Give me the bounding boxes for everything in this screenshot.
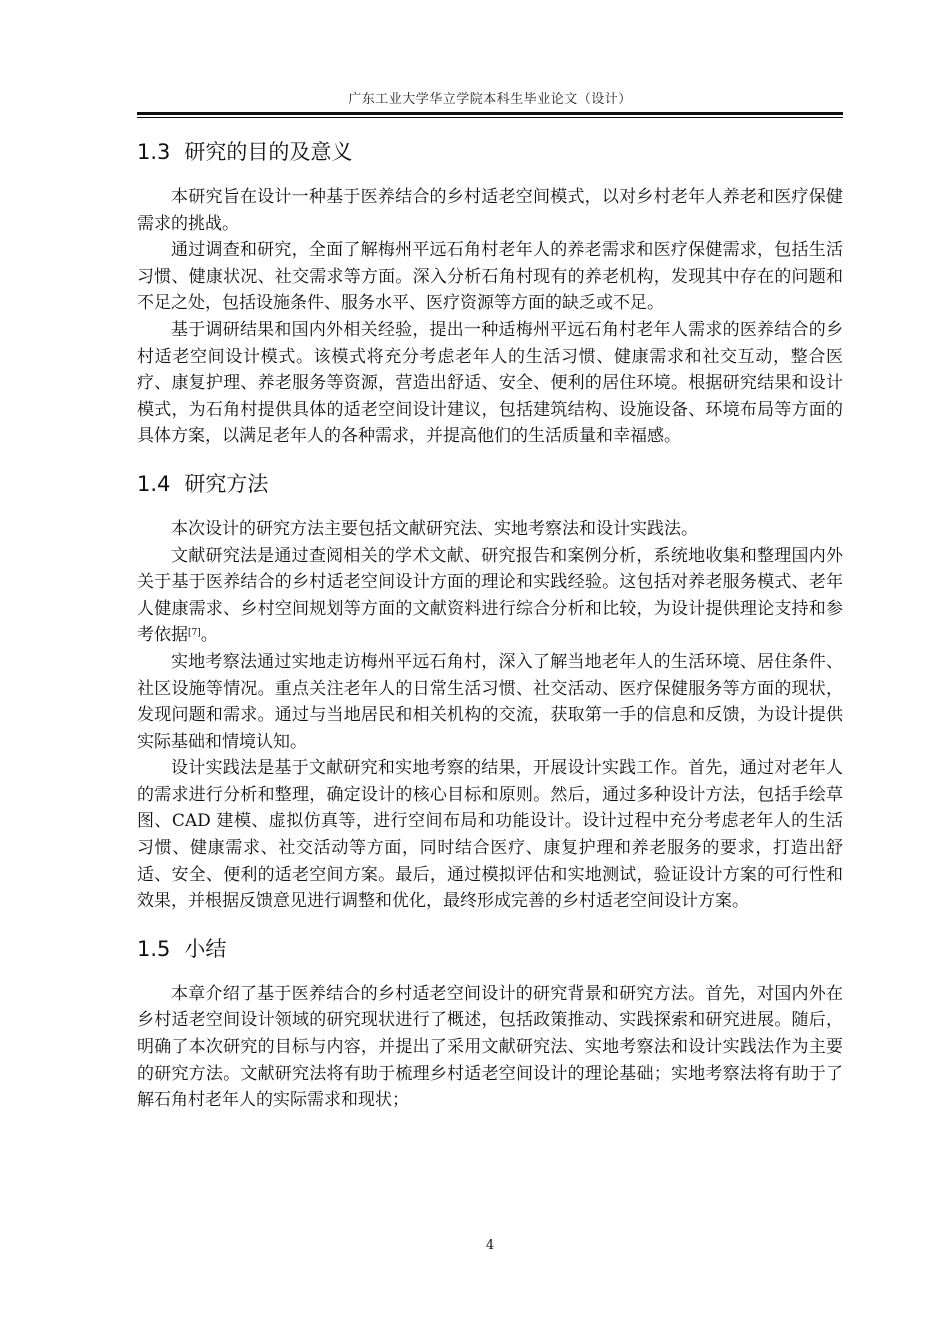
section-heading-1-3 [137, 136, 843, 168]
paragraph-with-citation [137, 543, 843, 649]
header-rule-thick [137, 112, 843, 115]
paragraph-text: 文献研究法是通过查阅相关的学术文献、研究报告和案例分析，系统地收集和整理国内外关于基于医养结合的乡村适老空间设计方面的理论和实践经验。这包括对养老服务模式、老年人健康需求、乡村空间规划等方面的文献资料进行综合分析和比较，为设计提供理论支持和参考依据 [137, 545, 843, 646]
section-number: 1.3 [137, 140, 171, 164]
paragraph: 本研究旨在设计一种基于医养结合的乡村适老空间模式，以对乡村老年人养老和医疗保健需求的挑战。 [137, 187, 843, 234]
section-number: 1.4 [137, 471, 171, 496]
section-title: 研究方法 [184, 471, 269, 496]
paragraph: 本章介绍了基于医养结合的乡村适老空间设计的研究背景和研究方法。首先，对国内外在乡村适老空间设计领域的研究现状进行了概述，包括政策推动、实践探索和研究进展。随后，明确了本次研究的目标与内容，并提出了采用文献研究法、实地考察法和设计实践法作为主要的研究方法。文献研究法将有助于梳理乡村适老空间设计的理论基础；实地考察法将有助于了解石角村老年人的实际需求和现状； [137, 983, 843, 1111]
section-title: 研究的目的及意义 [184, 140, 353, 164]
paragraph-end-punct: 。 [200, 625, 218, 646]
page-body [137, 130, 843, 1114]
header-rule-thin [137, 117, 843, 118]
paragraph: 实地考察法通过实地走访梅州平远石角村，深入了解当地老年人的生活环境、居住条件、社区设施等情况。重点关注老年人的日常生活习惯、社交活动、医疗保健服务等方面的现状，发现问题和需求。通过与当地居民和相关机构的交流，获取第一手的信息和反馈，为设计提供实际基础和情境认知。 [137, 651, 843, 752]
section-heading-1-4 [137, 468, 843, 500]
page-number: 4 [485, 1238, 495, 1253]
paragraph: 本次设计的研究方法主要包括文献研究法、实地考察法和设计实践法。 [171, 518, 698, 539]
paragraph: 通过调查和研究，全面了解梅州平远石角村老年人的养老需求和医疗保健需求，包括生活习惯、健康状况、社交需求等方面。深入分析石角村现有的养老机构，发现其中存在的问题和不足之处，包括设施条件、服务水平、医疗资源等方面的缺乏或不足。 [137, 240, 843, 314]
paragraph: 设计实践法是基于文献研究和实地考察的结果，开展设计实践工作。首先，通过对老年人的需求进行分析和整理，确定设计的核心目标和原则。然后，通过多种设计方法，包括手绘草图、CAD 建模、虚拟仿真等，进行空间布局和功能设计。设计过程中充分考虑老年人的生活习惯、健康需求、社交活动等方面，同时结合医疗、康复护理和养老服务的要求，打造出舒适、安全、便利的适老空间方案。最后，通过模拟评估和实地测试，验证设计方案的可行性和效果，并根据反馈意见进行调整和优化，最终形成完善的乡村适老空间设计方案。 [137, 758, 843, 912]
citation-ref: [7] [188, 628, 201, 639]
section-title: 小结 [184, 936, 227, 961]
section-number: 1.5 [137, 936, 171, 961]
paragraph: 基于调研结果和国内外相关经验，提出一种适梅州平远石角村老年人需求的医养结合的乡村适老空间设计模式。该模式将充分考虑老年人的生活习惯、健康需求和社交互动，整合医疗、康复护理、养老服务等资源，营造出舒适、安全、便利的居住环境。根据研究结果和设计模式，为石角村提供具体的适老空间设计建议，包括建筑结构、设施设备、环境布局等方面的具体方案，以满足老年人的各种需求，并提高他们的生活质量和幸福感。 [137, 319, 843, 447]
section-heading-1-5 [137, 933, 843, 965]
running-header: 广东工业大学华立学院本科生毕业论文（设计） [348, 92, 632, 107]
